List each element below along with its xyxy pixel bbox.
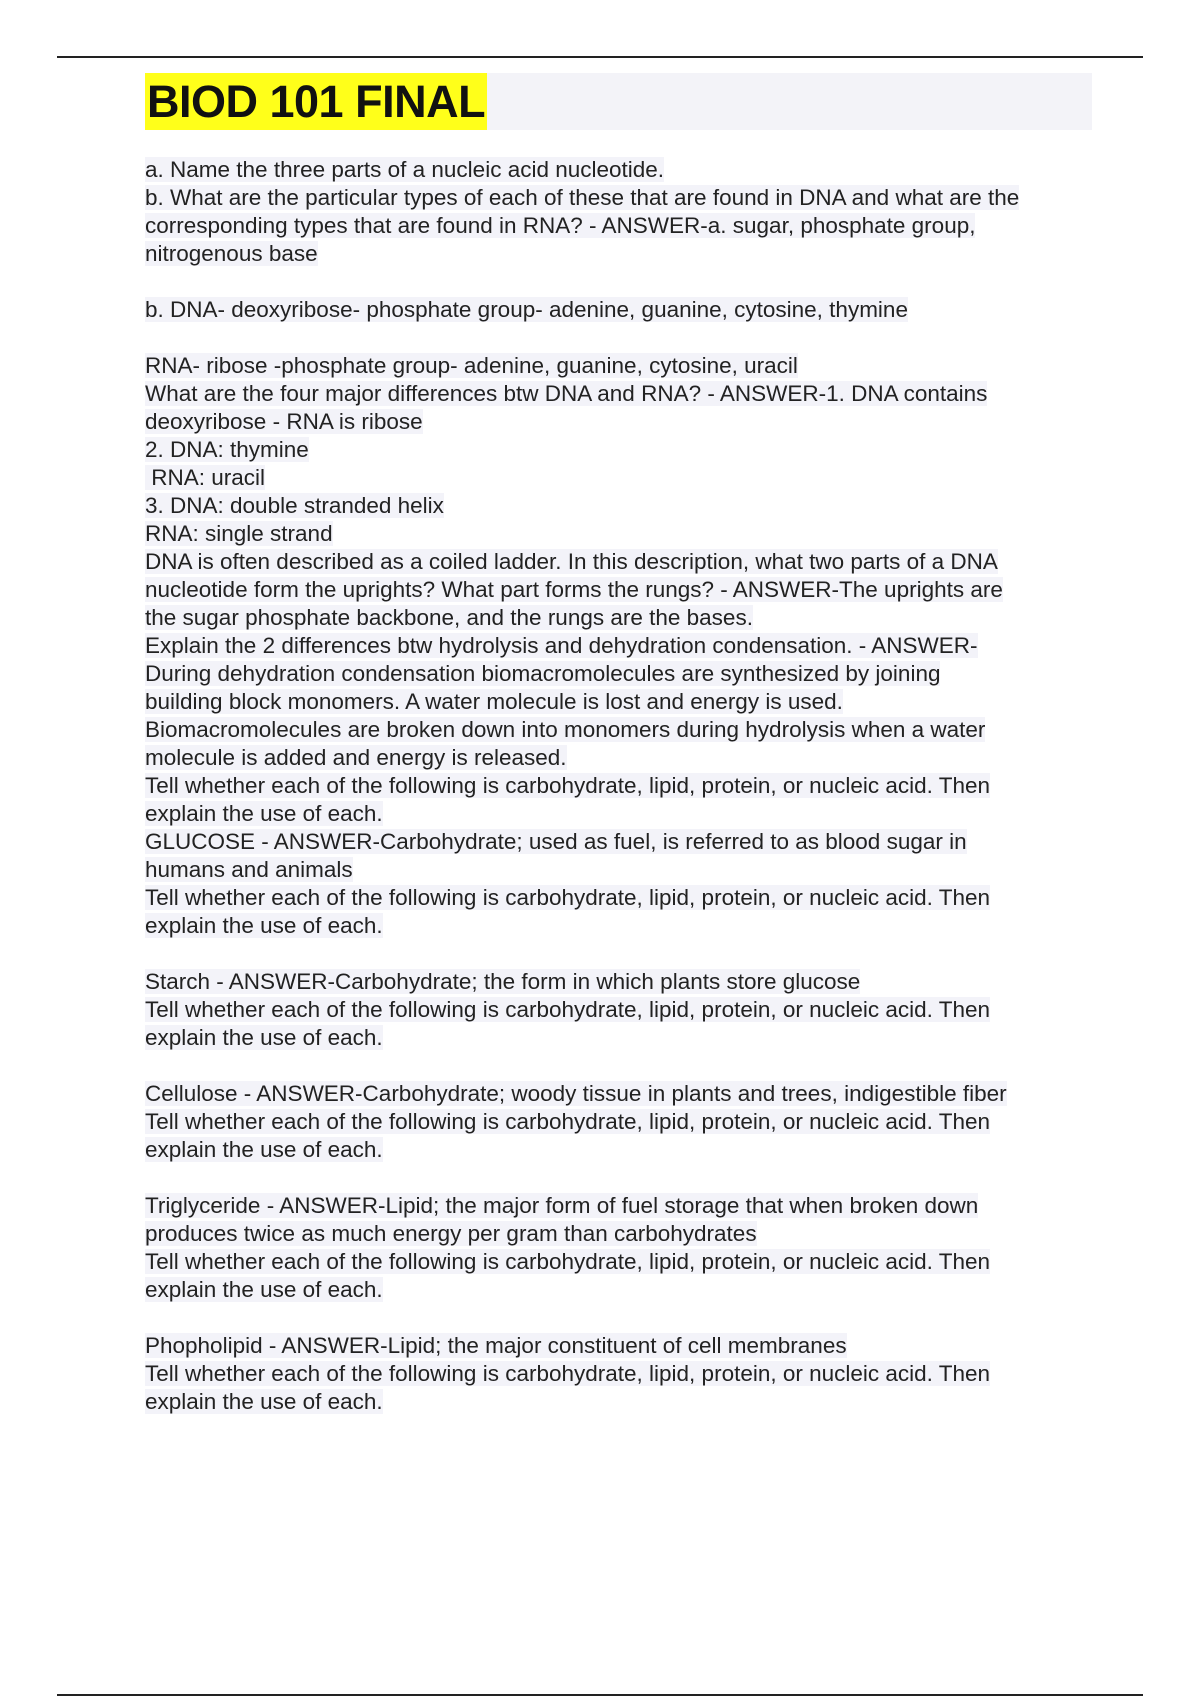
text-line (145, 1276, 1095, 1304)
text-line-content: produces twice as much energy per gram than carbohydrates (145, 1221, 757, 1246)
text-line (145, 184, 1095, 212)
text-line-content: nitrogenous base (145, 241, 318, 266)
text-line (145, 772, 1095, 800)
text-line-content: b. What are the particular types of each of these that are found in DNA and what are the (145, 185, 1020, 210)
text-line-content: explain the use of each. (145, 801, 383, 826)
text-line (145, 604, 1095, 632)
top-rule (57, 56, 1143, 58)
text-line-content: the sugar phosphate backbone, and the rungs are the bases. (145, 605, 753, 630)
text-line (145, 856, 1095, 884)
text-line (145, 1108, 1095, 1136)
text-line (145, 520, 1095, 548)
text-line-content: nucleotide form the uprights? What part forms the rungs? - ANSWER-The uprights are (145, 577, 1003, 602)
text-line-content: explain the use of each. (145, 1025, 383, 1050)
text-line (145, 156, 1095, 184)
text-line-content: Explain the 2 differences btw hydrolysis and dehydration condensation. - ANSWER- (145, 633, 978, 658)
text-line (145, 660, 1095, 688)
bottom-rule (57, 1694, 1143, 1696)
text-line-content: Tell whether each of the following is carbohydrate, lipid, protein, or nucleic acid. Then (145, 1249, 991, 1274)
text-line-content: explain the use of each. (145, 1277, 383, 1302)
text-line (145, 408, 1095, 436)
text-line (145, 436, 1095, 464)
text-line (145, 212, 1095, 240)
text-line-content: Tell whether each of the following is carbohydrate, lipid, protein, or nucleic acid. Then (145, 773, 991, 798)
text-line (145, 1080, 1095, 1108)
text-line-content: explain the use of each. (145, 1389, 383, 1414)
text-line-content: explain the use of each. (145, 913, 383, 938)
text-line-content: Cellulose - ANSWER-Carbohydrate; woody tissue in plants and trees, indigestible fiber (145, 1081, 1007, 1106)
text-line-content: RNA: uracil (145, 465, 266, 490)
text-line (145, 912, 1095, 940)
text-line-content: explain the use of each. (145, 1137, 383, 1162)
text-line (145, 968, 1095, 996)
text-line (145, 1220, 1095, 1248)
text-line-content: Starch - ANSWER-Carbohydrate; the form in which plants store glucose (145, 969, 861, 994)
text-line (145, 1024, 1095, 1052)
blank-line (145, 940, 1095, 968)
text-line-content: RNA: single strand (145, 521, 333, 546)
text-line (145, 1136, 1095, 1164)
text-line-content: What are the four major differences btw DNA and RNA? - ANSWER-1. DNA contains (145, 381, 988, 406)
blank-line (145, 268, 1095, 296)
text-line (145, 828, 1095, 856)
text-line (145, 576, 1095, 604)
text-line-content: a. Name the three parts of a nucleic acid nucleotide. (145, 157, 665, 182)
text-line-content: Phopholipid - ANSWER-Lipid; the major constituent of cell membranes (145, 1333, 847, 1358)
blank-line (145, 1304, 1095, 1332)
text-line-content: corresponding types that are found in RNA? - ANSWER-a. sugar, phosphate group, (145, 213, 976, 238)
text-line (145, 744, 1095, 772)
text-line (145, 352, 1095, 380)
text-line (145, 996, 1095, 1024)
text-line-content: deoxyribose - RNA is ribose (145, 409, 423, 434)
text-line-content: Tell whether each of the following is carbohydrate, lipid, protein, or nucleic acid. Then (145, 1109, 991, 1134)
blank-line (145, 1052, 1095, 1080)
text-line (145, 548, 1095, 576)
text-line (145, 800, 1095, 828)
text-line (145, 884, 1095, 912)
text-line-content: Triglyceride - ANSWER-Lipid; the major form of fuel storage that when broken down (145, 1193, 979, 1218)
text-line (145, 240, 1095, 268)
text-line-content: 3. DNA: double stranded helix (145, 493, 444, 518)
text-line (145, 716, 1095, 744)
text-line-content: Tell whether each of the following is carbohydrate, lipid, protein, or nucleic acid. Then (145, 885, 991, 910)
text-line (145, 1388, 1095, 1416)
text-line (145, 296, 1095, 324)
text-line-content: During dehydration condensation biomacromolecules are synthesized by joining (145, 661, 941, 686)
text-line (145, 688, 1095, 716)
text-line-content: Biomacromolecules are broken down into monomers during hydrolysis when a water (145, 717, 986, 742)
text-line (145, 464, 1095, 492)
text-line-content: GLUCOSE - ANSWER-Carbohydrate; used as fuel, is referred to as blood sugar in (145, 829, 967, 854)
blank-line (145, 324, 1095, 352)
text-line-content: Tell whether each of the following is carbohydrate, lipid, protein, or nucleic acid. Then (145, 1361, 991, 1386)
text-line (145, 1192, 1095, 1220)
text-line-content: DNA is often described as a coiled ladder. In this description, what two parts of a DNA (145, 549, 998, 574)
text-line (145, 1248, 1095, 1276)
text-line-content: molecule is added and energy is released. (145, 745, 567, 770)
blank-line (145, 1164, 1095, 1192)
text-line-content: humans and animals (145, 857, 353, 882)
text-line (145, 380, 1095, 408)
text-line (145, 632, 1095, 660)
text-line (145, 1332, 1095, 1360)
text-line-content: 2. DNA: thymine (145, 437, 309, 462)
text-line-content: Tell whether each of the following is carbohydrate, lipid, protein, or nucleic acid. Then (145, 997, 991, 1022)
text-line (145, 492, 1095, 520)
text-line-content: building block monomers. A water molecule is lost and energy is used. (145, 689, 843, 714)
text-line-content: b. DNA- deoxyribose- phosphate group- adenine, guanine, cytosine, thymine (145, 297, 908, 322)
page-title: BIOD 101 FINAL (145, 73, 487, 130)
text-line-content: RNA- ribose -phosphate group- adenine, guanine, cytosine, uracil (145, 353, 798, 378)
text-line (145, 1360, 1095, 1388)
document-body (145, 156, 1095, 1416)
